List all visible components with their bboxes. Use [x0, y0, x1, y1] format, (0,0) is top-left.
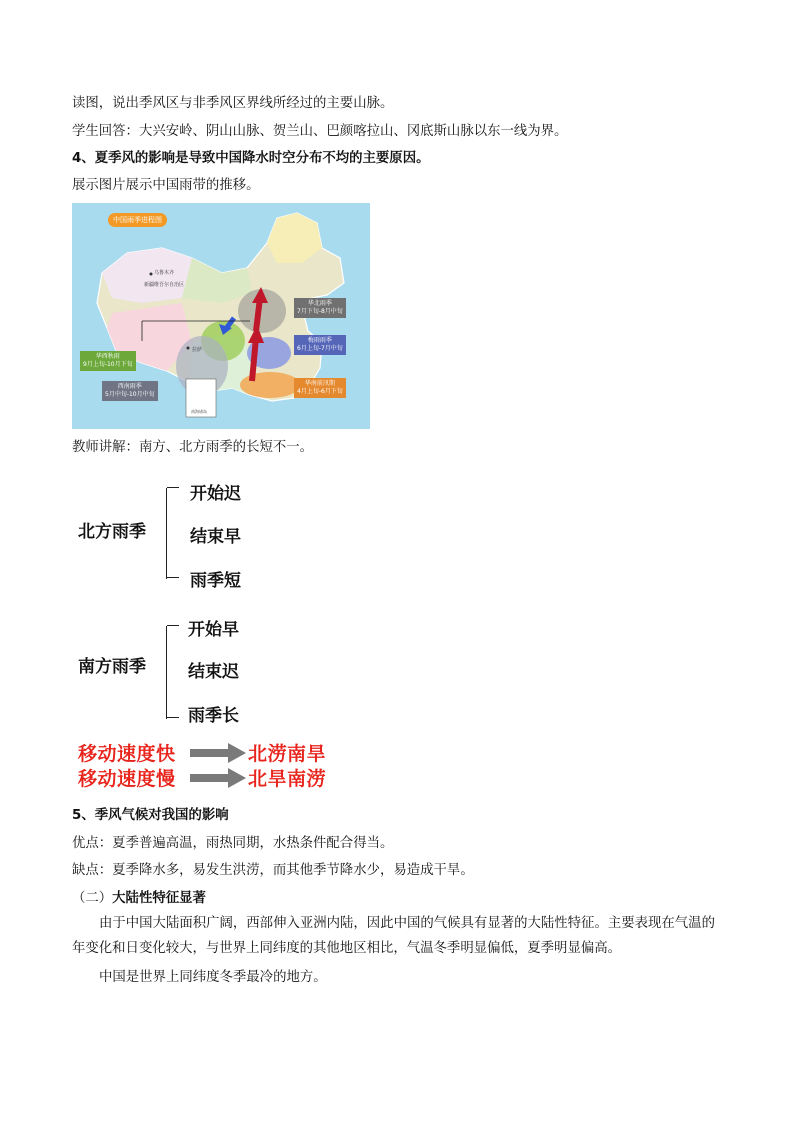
south-label: 南方雨季: [78, 657, 146, 677]
south-item-3: 雨季长: [188, 706, 239, 726]
label-meiyu: 梅雨雨季 6月上旬-7月中旬: [294, 335, 346, 355]
section-5-con: 缺点：夏季降水多，易发生洪涝，而其他季节降水少，易造成干旱。: [72, 863, 474, 878]
north-brace: [166, 488, 167, 579]
section-2-heading: （二）大陆性特征显著: [72, 891, 206, 906]
section-5-pro: 优点：夏季普遍高温，雨热同期，水热条件配合得当。: [72, 836, 394, 851]
rule-2-effect: 北旱南涝: [248, 768, 327, 790]
label-west-autumn: 华西秋雨 9月上旬-10月下旬: [80, 351, 136, 371]
section-5-title: 5、季风气候对我国的影响: [72, 808, 229, 823]
rule-2-cause: 移动速度慢: [78, 768, 176, 790]
section-2-paragraph: 由于中国大陆面积广阔，西部伸入亚洲内陆，因此中国的气候具有显著的大陆性特征。主要表现在气温的年变化和日变化较大，与世界上同纬度的其他地区相比，气温冬季明显偏低，夏季明显偏高。: [72, 916, 715, 956]
label-southwest: 西南雨季 5月中旬-10月中旬: [102, 381, 158, 401]
section-2-conclusion: 中国是世界上同纬度冬季最冷的地方。: [99, 970, 327, 985]
south-item-1: 开始早: [188, 620, 239, 640]
city2-label: 拉萨: [192, 347, 203, 353]
label-north: 华北雨季 7月下旬-8月中旬: [294, 298, 346, 318]
rule-1-cause: 移动速度快: [78, 743, 176, 765]
north-item-2: 结束早: [190, 527, 241, 547]
arrow-icon: [190, 742, 246, 764]
label-south-china: 华南前汛期 4月上旬-6月下旬: [294, 378, 346, 398]
show-figure-text: 展示图片展示中国雨带的推移。: [72, 178, 260, 193]
north-item-3: 雨季短: [190, 571, 241, 591]
north-label: 北方雨季: [78, 522, 146, 542]
north-item-1: 开始迟: [190, 484, 241, 504]
teacher-lecture: 教师讲解：南方、北方雨季的长短不一。: [72, 440, 314, 455]
rain-season-map: [72, 203, 370, 429]
rule-1-effect: 北涝南旱: [248, 743, 327, 765]
south-item-2: 结束迟: [188, 662, 239, 682]
region-label: 新疆维吾尔自治区: [144, 282, 185, 288]
student-answer: 学生回答：大兴安岭、阴山山脉、贺兰山、巴颜喀拉山、冈底斯山脉以东一线为界。: [72, 124, 568, 139]
arrow-icon: [190, 767, 246, 789]
city-label: 乌鲁木齐: [154, 270, 175, 276]
point-4: 4、夏季风的影响是导致中国降水时空分布不均的主要原因。: [72, 151, 430, 166]
inset-label: 南海诸岛: [191, 409, 207, 414]
map-title: 中国雨季进程图: [108, 213, 167, 227]
question-text: 读图，说出季风区与非季风区界线所经过的主要山脉。: [72, 96, 394, 111]
south-brace: [166, 626, 167, 719]
